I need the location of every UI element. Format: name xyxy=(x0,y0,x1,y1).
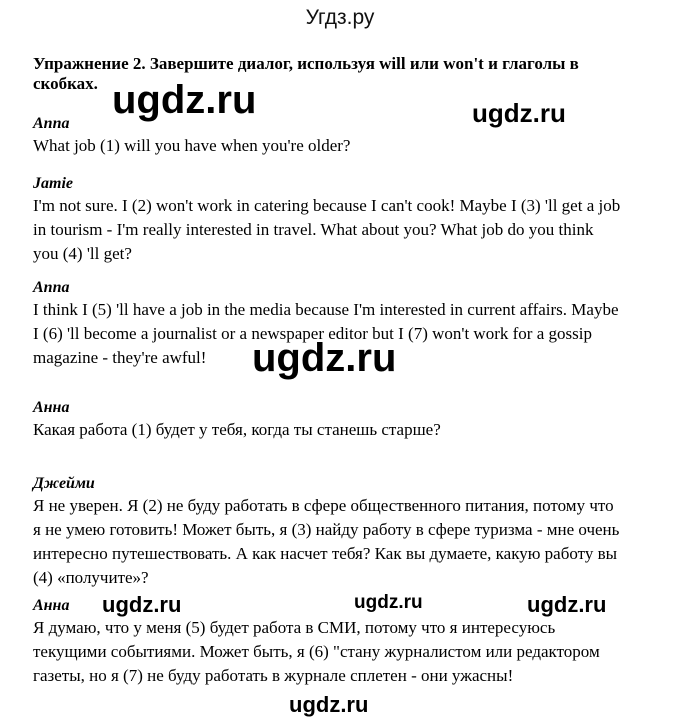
speaker-text: I'm not sure. I (2) won't work in catering because I can't cook! Maybe I (3) 'll get a job in tourism - I'm really interested in travel. What about you? What job do you think you (4) 'll get? xyxy=(33,196,621,263)
watermark: ugdz.ru xyxy=(289,692,369,717)
dialogue-ru-2 xyxy=(33,474,623,590)
speaker-name: Anna xyxy=(33,279,70,296)
speaker-text: Я думаю, что у меня (5) будет работа в СМИ, потому что я интересуюсь текущими событиями. Может быть, я (6) "стану журналистом или редактором газеты, но я (7) не буду работать в журнале сплетен - они ужасны! xyxy=(33,618,600,685)
speaker-name: Anna xyxy=(33,115,70,132)
speaker-text: I think I (5) 'll have a job in the media because I'm interested in current affairs. Maybe I (6) 'll become a journalist or a newspaper editor but I (7) won't work for a gossip magazine - they're awful! xyxy=(33,300,619,367)
exercise-title: Упражнение 2. Завершите диалог, используя will или won't и глаголы в скобках. xyxy=(33,54,579,93)
speaker-text: What job (1) will you have when you're older? xyxy=(33,136,351,155)
speaker-text: Я не уверен. Я (2) не буду работать в сфере общественного питания, потому что я не умею готовить! Может быть, я (3) найду работу в сфере туризма - мне очень интересно путешествовать. А как насчет тебя? Как вы думаете, какую работу вы (4) «получите»? xyxy=(33,496,620,587)
speaker-name: Анна xyxy=(33,597,70,614)
watermark: ugdz.ru xyxy=(252,336,397,380)
speaker-name: Анна xyxy=(33,399,70,416)
watermark: ugdz.ru xyxy=(472,98,566,128)
speaker-name: Джейми xyxy=(33,475,95,492)
watermark: ugdz.ru xyxy=(527,592,607,617)
watermark: ugdz.ru xyxy=(102,592,182,617)
dialogue-en-2 xyxy=(33,174,623,266)
dialogue-ru-1 xyxy=(33,398,623,442)
watermark: ugdz.ru xyxy=(354,592,423,613)
speaker-name: Jamie xyxy=(33,175,73,192)
speaker-text: Какая работа (1) будет у тебя, когда ты станешь старше? xyxy=(33,420,441,439)
site-title: Угдз.ру xyxy=(305,6,375,29)
watermark: ugdz.ru xyxy=(112,78,257,122)
